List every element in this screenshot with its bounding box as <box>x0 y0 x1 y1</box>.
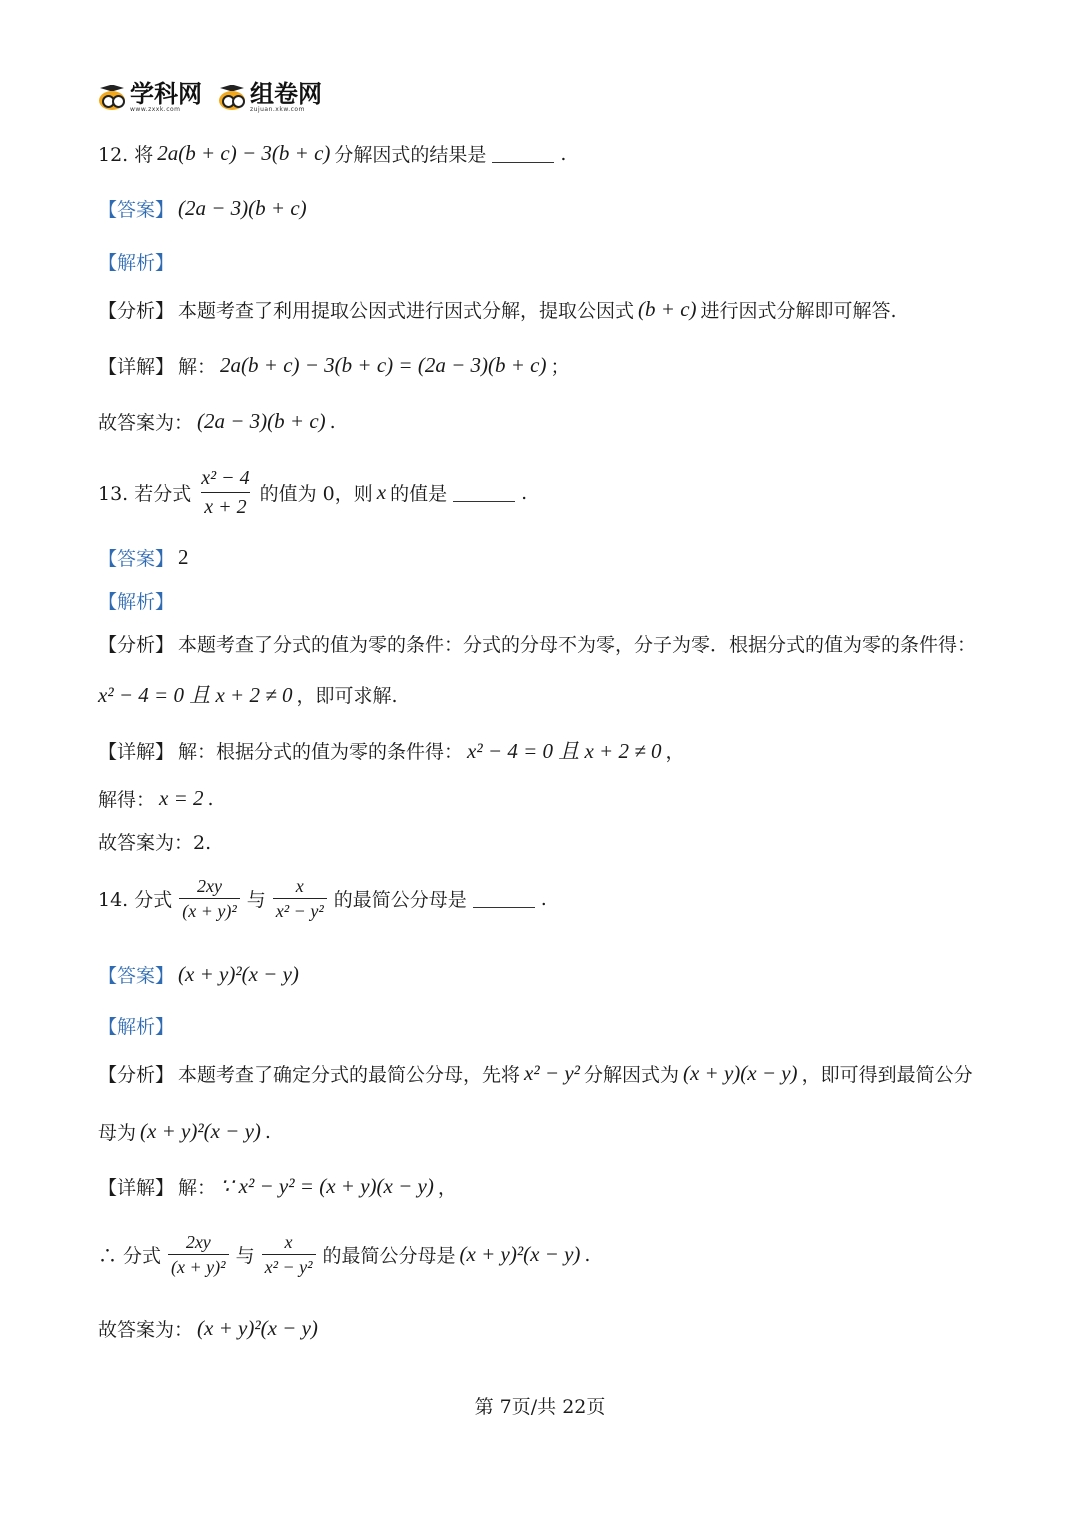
logo-zujuan <box>218 82 322 113</box>
q12-analysis-label: 【解析】 <box>98 252 175 274</box>
q13-analysis-label: 【解析】 <box>98 591 175 613</box>
fraction: $\frac{2xy}{\text{(x + y)²}}$ <box>179 876 240 921</box>
q13-solve: 解得： x = 2 . <box>98 786 214 811</box>
q14-therefore: ∴ 分式 $\frac{2xy}{\text{(x + y)²}}$ 与 $\frac{x}{\text{x² − y²}}$ 的最简公分母是 (x + y)²(x − y) . <box>98 1232 591 1277</box>
q13-fenxi-cond: x² − 4 = 0 且 x + 2 ≠ 0 ，即可求解. <box>98 683 398 707</box>
q13-fenxi: 【分析】 本题考查了分式的值为零的条件：分式的分母不为零，分子为零．根据分式的值为零的条件得： <box>98 634 977 656</box>
owl-icon <box>218 85 246 111</box>
q13-final: 故答案为：2. <box>98 832 212 854</box>
q14-detail: 【详解】 解： ∵ x² − y² = (x + y)(x − y) ， <box>98 1174 457 1199</box>
q14-analysis-label: 【解析】 <box>98 1016 175 1038</box>
logo-sub: www.zxxk.com <box>130 106 181 113</box>
answer-blank <box>453 483 515 502</box>
page-number: 第 7页/共 22页 <box>474 1396 606 1418</box>
q14-fenxi: 【分析】 本题考查了确定分式的最简公分母，先将 x² − y² 分解因式为 (x + y)(x − y) ，即可得到最简公分 <box>98 1061 973 1086</box>
q12-question: 12. 将 2a(b + c) − 3(b + c) 分解因式的结果是 . <box>98 141 567 166</box>
fraction: $\frac{x}{\text{x² − y²}}$ <box>273 876 327 921</box>
answer-blank <box>492 144 554 163</box>
fraction: $\frac{2xy}{\text{(x + y)²}}$ <box>168 1232 229 1277</box>
fraction: $\frac{\text{x² − 4}}{x + 2}$ <box>201 467 250 518</box>
answer-blank <box>473 889 535 908</box>
q14-answer: 【答案】 (x + y)²(x − y) <box>98 962 299 987</box>
q12-detail: 【详解】 解： 2a(b + c) − 3(b + c) = (2a − 3)(b + c) ； <box>98 353 570 378</box>
q14-question: 14. 分式 $\frac{2xy}{\text{(x + y)²}}$ 与 $\frac{x}{\text{x² − y²}}$ 的最简公分母是 . <box>98 876 547 921</box>
q12-fenxi: 【分析】 本题考查了利用提取公因式进行因式分解，提取公因式 (b + c) 进行因式分解即可解答. <box>98 297 897 322</box>
fraction: $\frac{x}{\text{x² − y²}}$ <box>262 1232 316 1277</box>
logo-zxxk <box>98 82 202 113</box>
logo-text: 学科网 <box>130 80 202 108</box>
q12-final: 故答案为： (2a − 3)(b + c) . <box>98 409 336 434</box>
q12-answer: 【答案】 (2a − 3)(b + c) <box>98 196 307 221</box>
q13-question: 13. 若分式 $\frac{\text{x² − 4}}{x + 2}$ 的值为 0，则 x 的值是 . <box>98 467 528 518</box>
logo-text: 组卷网 <box>250 80 322 108</box>
owl-icon <box>98 85 126 111</box>
logo-sub: zujuan.xkw.com <box>250 106 305 113</box>
q13-answer: 【答案】 2 <box>98 545 189 570</box>
q13-detail: 【详解】 解：根据分式的值为零的条件得： x² − 4 = 0 且 x + 2 ≠ 0 ， <box>98 739 685 763</box>
q14-fenxi-cont: 母为 (x + y)²(x − y) . <box>98 1119 271 1144</box>
q14-final: 故答案为： (x + y)²(x − y) <box>98 1316 318 1341</box>
